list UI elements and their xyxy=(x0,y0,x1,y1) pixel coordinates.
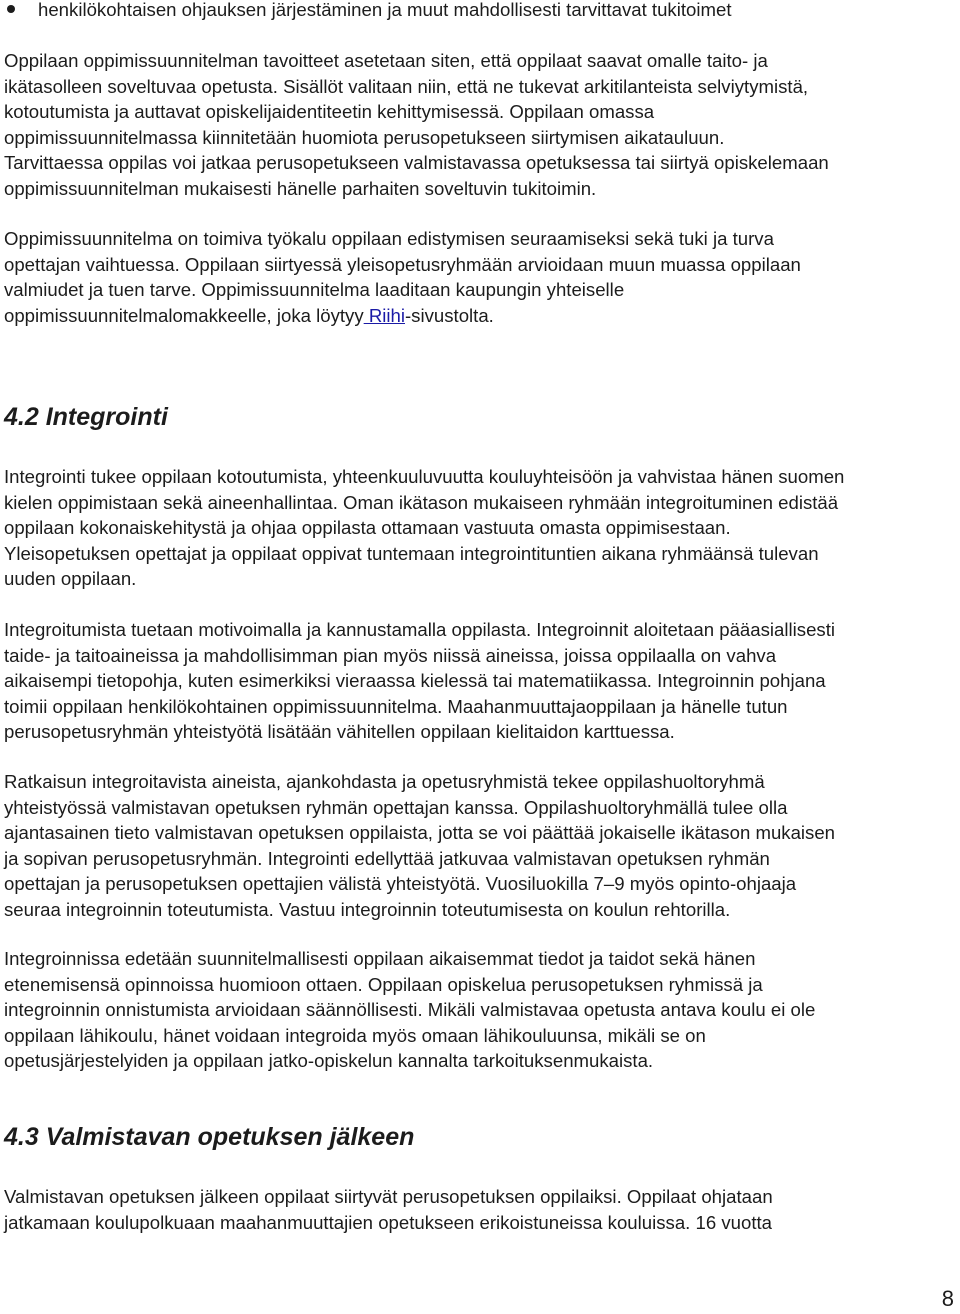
page-number: 8 xyxy=(941,1286,954,1311)
paragraph-integration-progress xyxy=(4,946,815,1074)
text-line: taide- ja taitoaineissa ja mahdollisimman pian myös niissä aineissa, joissa oppilaalla on vahva xyxy=(4,644,777,666)
text-line: integroinnin onnistumista arvioidaan säännöllisesti. Mikäli valmistavaa opetusta antava koulu ei ole xyxy=(4,999,816,1021)
text-line: jatkamaan koulupolkuaan maahanmuuttajien opetukseen erikoistuneissa kouluissa. 16 vuotta xyxy=(4,1211,772,1233)
text-line: Integroitumista tuetaan motivoimalla ja kannustamalla oppilasta. Integroinnit aloitetaan pääasiallisesti xyxy=(4,619,835,640)
text-line: oppilaan lähikoulu, hänet voidaan integroida myös omaan lähikouluunsa, mikäli se on xyxy=(4,1024,706,1046)
section-heading-valmistavan-jalkeen: 4.3 Valmistavan opetuksen jälkeen xyxy=(4,1123,415,1151)
section-heading-integrointi: 4.2 Integrointi xyxy=(4,403,168,431)
text-segment: -sivustolta. xyxy=(404,304,494,326)
text-line: ikätasolleen soveltuvaa opetusta. Sisällöt valitaan niin, että ne tukevat arkitilanteista selviytymistä, xyxy=(4,75,809,97)
text-line: Oppilaan oppimissuunnitelman tavoitteet asetetaan siten, että oppilaat saavat omalle taito- ja xyxy=(4,50,768,71)
riihi-link[interactable]: Riihi xyxy=(363,304,405,326)
text-line: yhteistyössä valmistavan opetuksen ryhmän opettajan kanssa. Oppilashuoltoryhmällä tulee olla xyxy=(4,796,788,818)
text-line: kotoutumista ja auttavat opiskelijaidentiteetin kehittymisessä. Oppilaan omassa xyxy=(4,101,655,123)
paragraph-integration-intro xyxy=(4,464,844,592)
text-line: oppilaan kokonaiskehitystä ja ohjaa oppilasta ottamaan vastuuta omasta oppimisestaan. xyxy=(4,517,731,539)
text-line: toimii oppilaan henkilökohtainen oppimissuunnitelma. Maahanmuuttajaoppilaan ja hänelle tutun xyxy=(4,695,788,717)
paragraph-learning-plan-goals xyxy=(4,48,829,202)
text-segment: oppimissuunnitelmalomakkeelle, joka löytyy xyxy=(4,304,364,326)
text-line xyxy=(4,303,801,329)
text-line: aikaisempi tietopohja, kuten esimerkiksi vieraassa kielessä tai matematiikassa. Integroinnin pohjana xyxy=(4,670,826,692)
text-line: opettajan vaihtuessa. Oppilaan siirtyessä yleisopetusryhmään arvioidaan muun muassa oppilaan xyxy=(4,253,801,275)
text-line: Integrointi tukee oppilaan kotoutumista, yhteenkuuluvuutta kouluyhteisöön ja vahvistaa hänen suomen xyxy=(4,466,845,487)
text-line: opetusjärjestelyiden ja oppilaan jatko-opiskelun kannalta tarkoituksenmukaista. xyxy=(4,1050,654,1072)
bullet-dot-icon xyxy=(7,5,15,13)
text-line: oppimissuunnitelman mukaisesti hänelle parhaiten soveltuvin tukitoimin. xyxy=(4,177,597,199)
text-line: ajantasainen tieto valmistavan opetuksen oppilaista, jotta se voi päättää jokaiselle ikätason mukaisen xyxy=(4,822,836,844)
text-line: valmiudet ja tuen tarve. Oppimissuunnitelma laaditaan kaupungin yhteiselle xyxy=(4,279,625,301)
text-line: opettajan ja perusopetuksen opettajien välistä yhteistyötä. Vuosiluokilla 7–9 myös opinto-ohjaaja xyxy=(4,873,797,895)
text-line: Yleisopetuksen opettajat ja oppilaat oppivat tuntemaan integrointituntien aikana ryhmäänsä tulevan xyxy=(4,542,819,564)
text-line: Valmistavan opetuksen jälkeen oppilaat siirtyvät perusopetuksen oppilaiksi. Oppilaat ohjataan xyxy=(4,1186,773,1207)
text-line: Ratkaisun integroitavista aineista, ajankohdasta ja opetusryhmistä tekee oppilashuoltoryhmä xyxy=(4,771,765,792)
bullet-text: henkilökohtaisen ohjauksen järjestäminen ja muut mahdollisesti tarvittavat tukitoimet xyxy=(38,0,732,20)
text-line: ja sopivan perusopetusryhmän. Integrointi edellyttää jatkuvaa valmistavan opetuksen ryhmän xyxy=(4,847,770,869)
paragraph-after-preparatory xyxy=(4,1184,773,1235)
paragraph-integration-decision xyxy=(4,769,835,923)
paragraph-integration-support xyxy=(4,617,835,745)
paragraph-learning-plan-tool xyxy=(4,226,801,328)
text-line: Integroinnissa edetään suunnitelmallisesti oppilaan aikaisemmat tiedot ja taidot sekä hänen xyxy=(4,948,756,969)
text-line: etenemisensä opinnoissa huomioon ottaen. Oppilaan opiskelua perusopetuksen ryhmissä ja xyxy=(4,973,763,995)
text-line: kielen oppimistaan sekä aineenhallintaa. Oman ikätason mukaiseen ryhmään integroituminen edistää xyxy=(4,491,839,513)
text-line: seuraa integroinnin toteutumista. Vastuu integroinnin toteutumisesta on koulun rehtorilla. xyxy=(4,898,731,920)
text-line: oppimissuunnitelmassa kiinnitetään huomiota perusopetukseen siirtymisen aikatauluun. xyxy=(4,126,725,148)
text-line: perusopetusryhmän yhteistyötä lisätään vähitellen oppilaan kielitaidon karttuessa. xyxy=(4,721,675,743)
text-line: uuden oppilaan. xyxy=(4,568,137,590)
text-line: Oppimissuunnitelma on toimiva työkalu oppilaan edistymisen seuraamiseksi sekä tuki ja turva xyxy=(4,228,774,249)
text-line: Tarvittaessa oppilas voi jatkaa perusopetukseen valmistavassa opetuksessa tai siirtyä opiskelemaan xyxy=(4,152,829,174)
